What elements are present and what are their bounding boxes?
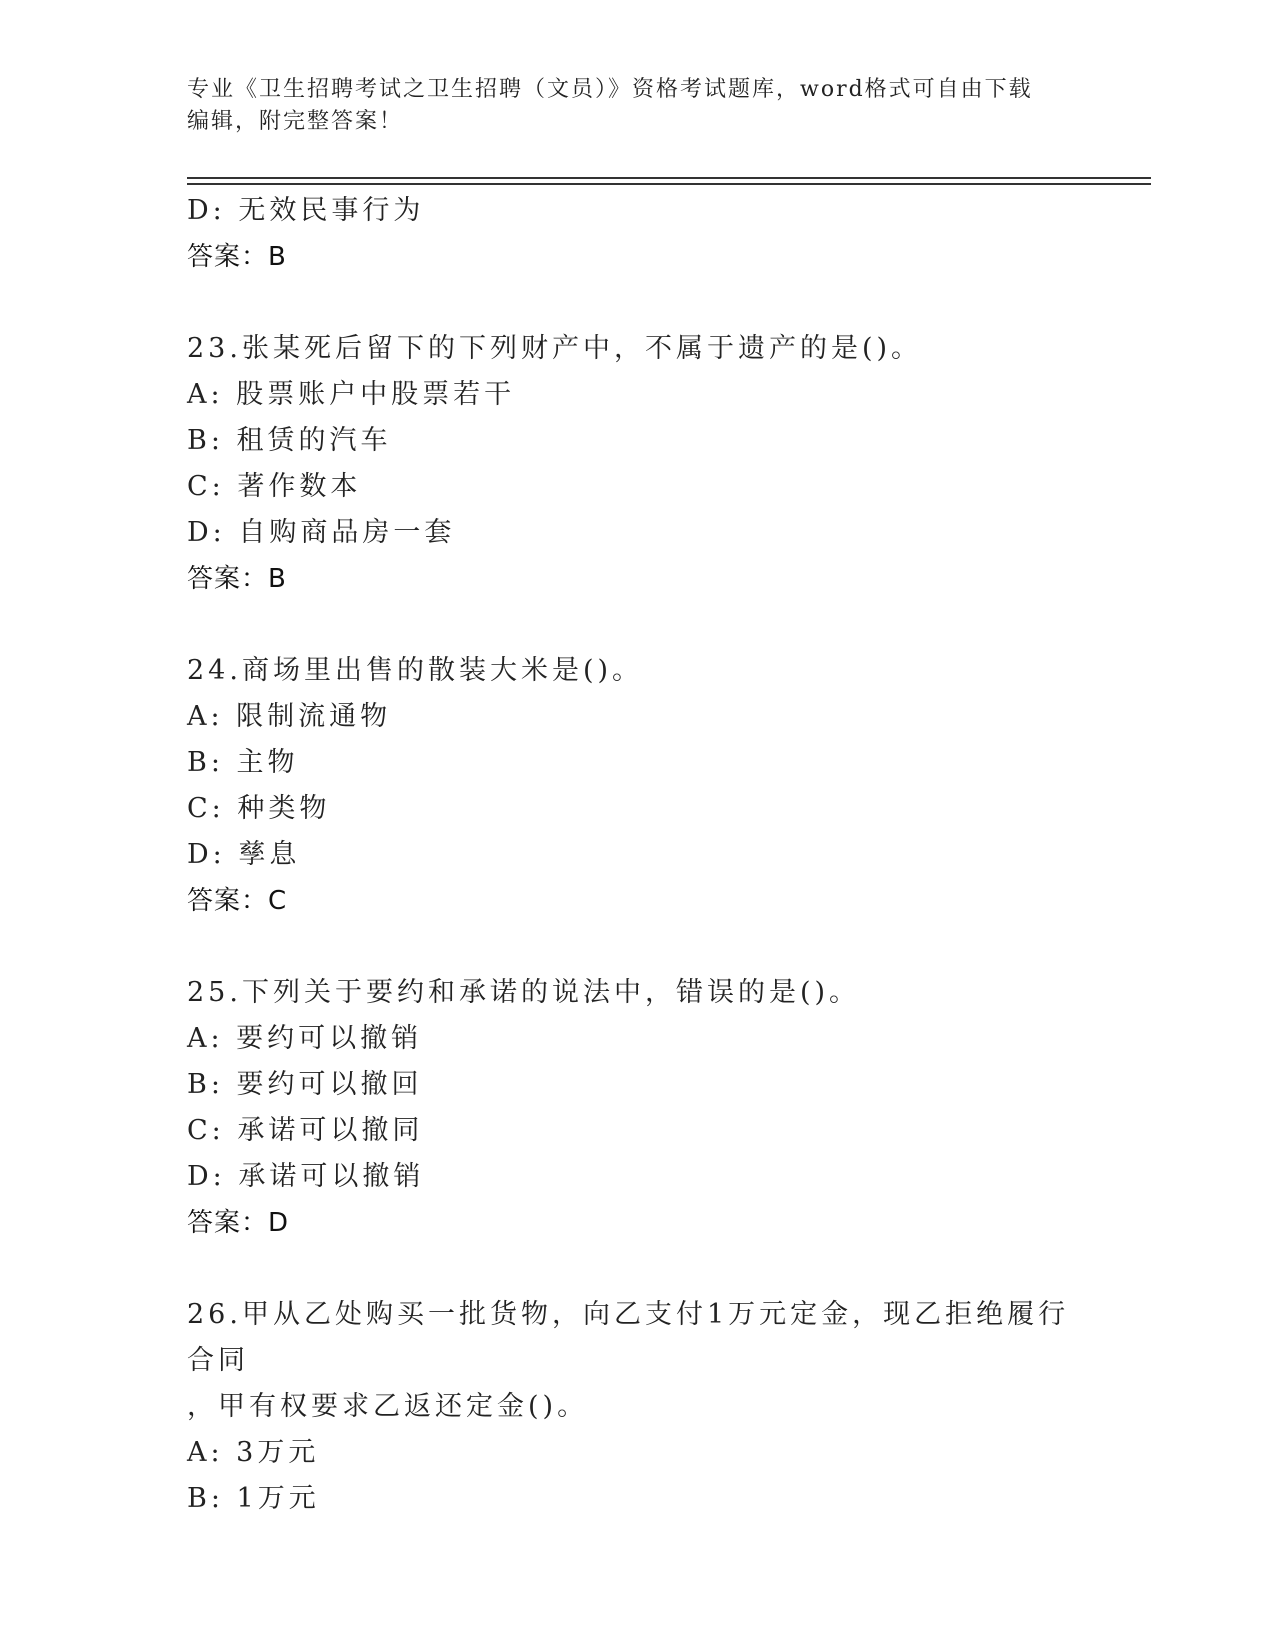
- question-25: [187, 970, 1087, 1246]
- option-b: B: 1万元: [187, 1483, 320, 1514]
- option-c: C: 著作数本: [187, 471, 362, 502]
- question-26: [187, 1292, 1087, 1522]
- header-divider-bottom: [187, 183, 1151, 185]
- option-b: B: 主物: [187, 747, 299, 778]
- question-stem-line-2: ，甲有权要求乙返还定金()。: [187, 1391, 589, 1422]
- answer-line: 答案：C: [187, 886, 288, 916]
- question-stem: 24.商场里出售的散装大米是()。: [187, 655, 644, 686]
- header-line-1: 专业《卫生招聘考试之卫生招聘（文员）》资格考试题库，word格式可自由下载: [187, 77, 1033, 102]
- header-divider-top: [187, 177, 1151, 179]
- question-22-tail: [187, 188, 1087, 280]
- option-d: D: 自购商品房一套: [187, 517, 456, 548]
- spacer: [187, 602, 1087, 648]
- answer-line: 答案：B: [187, 564, 287, 594]
- option-d: D: 承诺可以撤销: [187, 1161, 425, 1192]
- option-c: C: 承诺可以撤同: [187, 1115, 424, 1146]
- question-stem: 25.下列关于要约和承诺的说法中，错误的是()。: [187, 977, 861, 1008]
- question-stem: 23.张某死后留下的下列财产中，不属于遗产的是()。: [187, 333, 923, 364]
- option-c: C: 种类物: [187, 793, 331, 824]
- question-24: [187, 648, 1087, 924]
- question-stem-line-1: 26.甲从乙处购买一批货物，向乙支付1万元定金，现乙拒绝履行合同: [187, 1299, 1070, 1376]
- document-header: [187, 74, 1067, 138]
- answer-line: 答案：B: [187, 242, 287, 272]
- question-23: [187, 326, 1087, 602]
- answer-line: 答案：D: [187, 1208, 290, 1238]
- option-d: D: 孳息: [187, 839, 301, 870]
- option-a: A: 限制流通物: [187, 701, 392, 732]
- option-a: A: 股票账户中股票若干: [187, 379, 516, 410]
- header-line-2: 编辑，附完整答案！: [187, 109, 404, 134]
- option-d: D: 无效民事行为: [187, 195, 425, 226]
- option-b: B: 要约可以撤回: [187, 1069, 423, 1100]
- spacer: [187, 924, 1087, 970]
- spacer: [187, 280, 1087, 326]
- option-b: B: 租赁的汽车: [187, 425, 392, 456]
- question-list: [187, 188, 1087, 1522]
- option-a: A: 要约可以撤销: [187, 1023, 423, 1054]
- spacer: [187, 1246, 1087, 1292]
- option-a: A: 3万元: [187, 1437, 320, 1468]
